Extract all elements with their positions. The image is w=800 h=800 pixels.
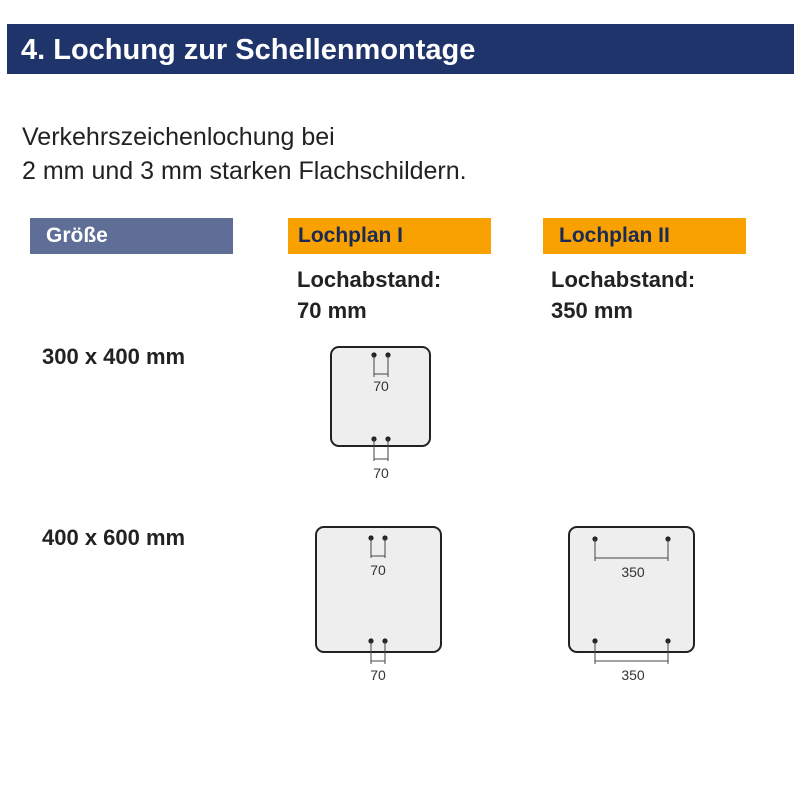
intro-text (22, 120, 467, 188)
plan-2-spacing (551, 264, 695, 326)
section-title: 4. Lochung zur Schellenmontage (21, 34, 476, 66)
sign-outline (569, 527, 694, 652)
column-header-size: Größe (30, 218, 233, 254)
sign-diagram-400x600-plan-2 (563, 520, 703, 690)
intro-line-2: 2 mm und 3 mm starken Flachschildern. (22, 157, 467, 185)
sign-outline (331, 347, 430, 446)
plan-2-spacing-label: Lochabstand: (551, 267, 696, 292)
size-label-300x400: 300 x 400 mm (42, 344, 186, 369)
plan-1-spacing-value: 70 mm (297, 298, 367, 323)
dimension-label: 350 (621, 667, 645, 683)
column-header-plan-2: Lochplan II (543, 218, 746, 254)
dimension-label: 350 (621, 564, 645, 580)
plan-1-spacing (297, 264, 441, 326)
dimension-label: 70 (373, 465, 389, 481)
plan-2-spacing-value: 350 mm (551, 298, 633, 323)
plan-1-spacing-label: Lochabstand: (297, 267, 442, 292)
sign-outline (316, 527, 441, 652)
dimension-label: 70 (370, 562, 386, 578)
sign-diagram-300x400-plan-1 (320, 340, 440, 480)
dimension-label: 70 (373, 378, 389, 394)
size-label-400x600: 400 x 600 mm (42, 525, 186, 550)
intro-line-1: Verkehrszeichenlochung bei (22, 123, 335, 151)
section-header (7, 24, 794, 74)
column-header-plan-1: Lochplan I (288, 218, 491, 254)
dimension-label: 70 (370, 667, 386, 683)
sign-diagram-400x600-plan-1 (310, 520, 450, 690)
